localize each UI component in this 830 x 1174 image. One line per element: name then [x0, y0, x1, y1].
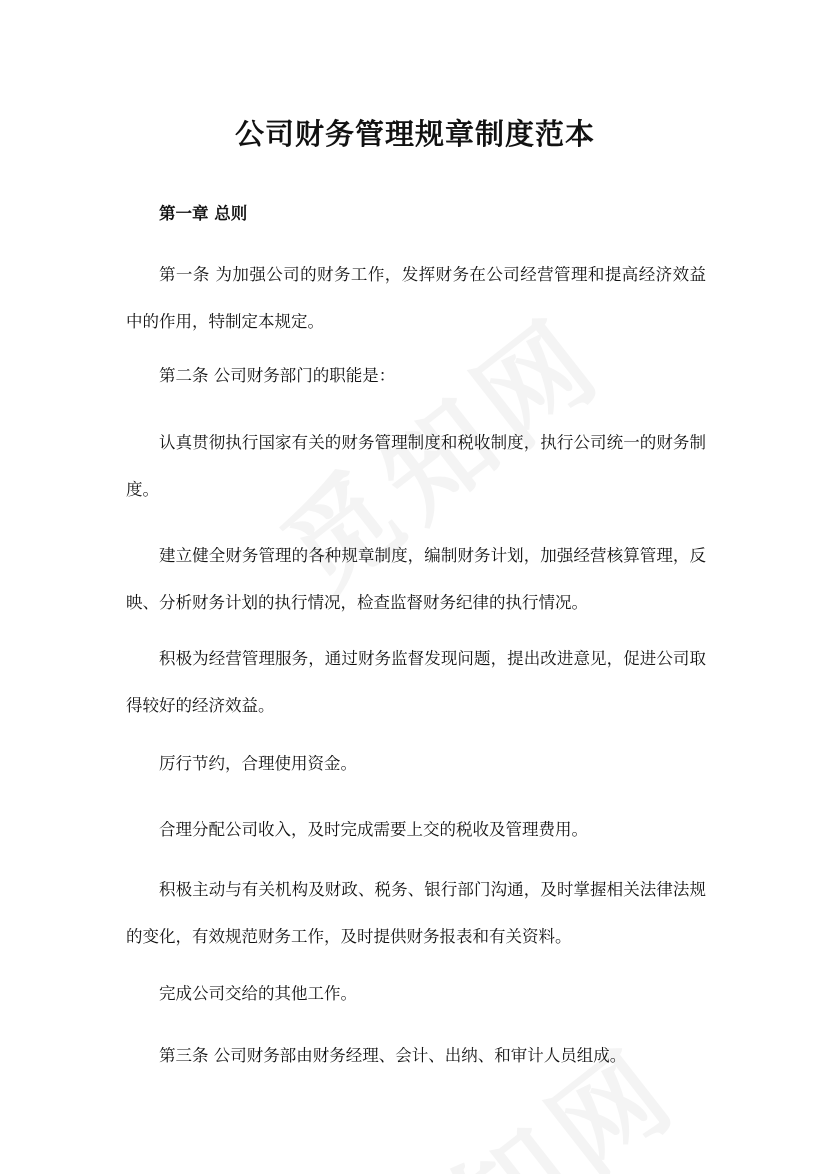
paragraph-function-5: 合理分配公司收入，及时完成需要上交的税收及管理费用。: [159, 820, 588, 839]
paragraph-function-2: 建立健全财务管理的各种规章制度，编制财务计划，加强经营核算管理，反映、分析财务计划的执行情况，检查监督财务纪律的执行情况。: [126, 546, 706, 612]
watermark-logo: [320, 1004, 706, 1174]
paragraph-article-1: 第一条 为加强公司的财务工作，发挥财务在公司经营管理和提高经济效益中的作用，特制定本规定。: [126, 265, 706, 331]
paragraph-function-3: 积极为经营管理服务，通过财务监督发现问题，提出改进意见，促进公司取得较好的经济效益。: [126, 649, 706, 715]
paragraph-function-6: 积极主动与有关机构及财政、税务、银行部门沟通，及时掌握相关法律法规的变化，有效规范财务工作，及时提供财务报表和有关资料。: [126, 880, 706, 946]
chapter-heading: 第一章 总则: [159, 204, 248, 223]
paragraph-function-7: 完成公司交给的其他工作。: [159, 984, 357, 1003]
paragraph-article-2: 第二条 公司财务部门的职能是：: [159, 366, 396, 385]
paragraph-function-1: 认真贯彻执行国家有关的财务管理制度和税收制度，执行公司统一的财务制度。: [126, 433, 706, 499]
document-title: 公司财务管理规章制度范本: [234, 117, 595, 151]
paragraph-article-3: 第三条 公司财务部由财务经理、会计、出纳、和审计人员组成。: [159, 1046, 627, 1065]
paragraph-function-4: 厉行节约，合理使用资金。: [159, 754, 357, 773]
